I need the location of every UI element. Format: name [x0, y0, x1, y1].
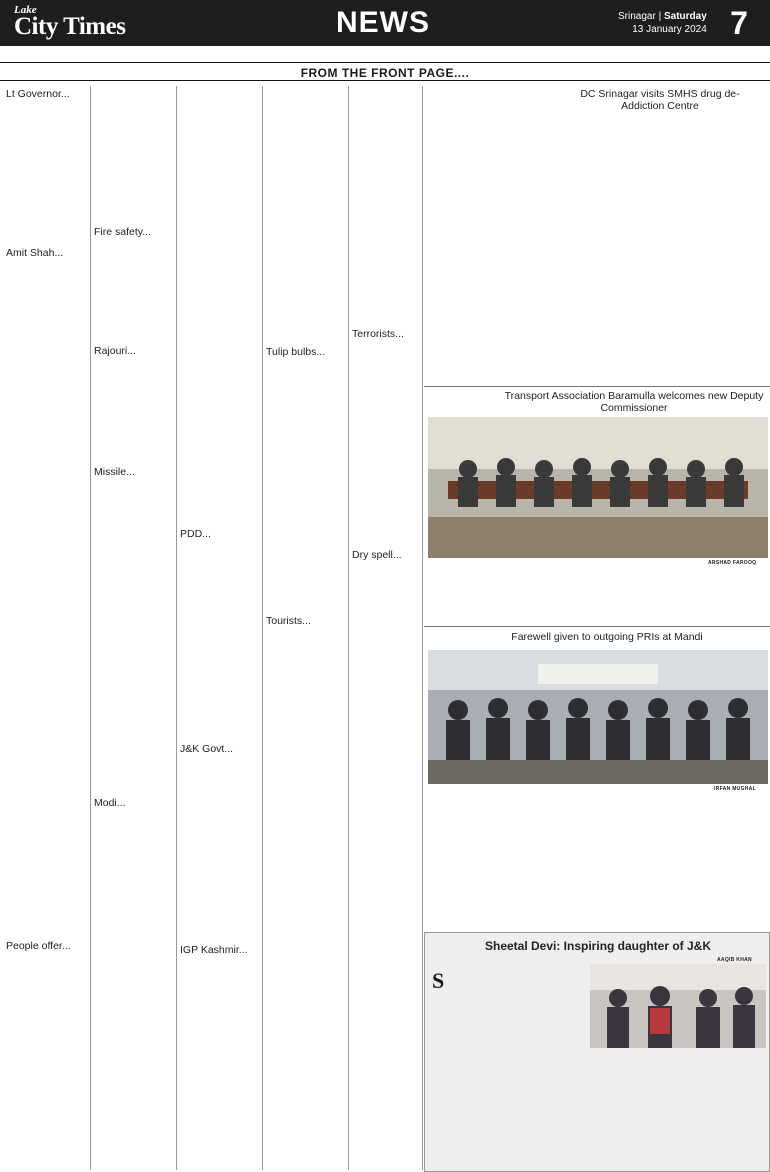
headline-missile: Missile...	[94, 466, 135, 478]
column-4	[266, 86, 344, 1170]
feature-title: Sheetal Devi: Inspiring daughter of J&K	[484, 939, 712, 953]
column-separator	[262, 86, 263, 1170]
body-text	[266, 630, 344, 1170]
logo	[10, 3, 150, 43]
baramulla-body	[428, 570, 764, 622]
logo-line1: Lake	[14, 4, 37, 16]
divider	[424, 626, 770, 627]
body-text	[428, 796, 764, 926]
column-3	[180, 86, 258, 1170]
body-text	[94, 812, 172, 1170]
date: 13 January 2024	[632, 24, 707, 35]
photo-credit-baramulla: ARSHAD FAROOQ	[708, 560, 757, 566]
headline-pdd: PDD...	[180, 528, 211, 540]
column-2	[94, 86, 172, 1170]
body-text	[266, 361, 344, 613]
body-text	[452, 970, 584, 1032]
section-title: NEWS	[336, 6, 430, 39]
headline-mandi: Farewell given to outgoing PRIs at Mandi	[511, 631, 703, 643]
body-text	[6, 103, 86, 245]
photo-baramulla	[428, 417, 768, 558]
column-separator	[348, 86, 349, 1170]
body-text	[180, 86, 258, 526]
body-text	[352, 343, 420, 547]
headline-fire-safety: Fire safety...	[94, 226, 151, 238]
headline-people-offer: People offer...	[6, 940, 71, 952]
headline-tourists: Tourists...	[266, 615, 311, 627]
body-text	[352, 564, 420, 924]
photo-mandi	[428, 650, 768, 784]
body-text	[432, 1052, 766, 1168]
divider	[0, 80, 770, 81]
body-text	[6, 955, 86, 1170]
headline-terrorists: Terrorists...	[352, 328, 404, 340]
body-text	[180, 543, 258, 741]
headline-lt-governor: Lt Governor...	[6, 88, 70, 100]
body-text	[180, 758, 258, 942]
headline-amit-shah: Amit Shah...	[6, 247, 64, 259]
column-separator	[176, 86, 177, 1170]
page-number: 7	[708, 0, 770, 46]
headline-smhs: DC Srinagar visits SMHS drug de-Addiction Centre	[580, 88, 740, 112]
body-text	[6, 262, 86, 938]
body-text	[428, 570, 764, 622]
headline-modi: Modi...	[94, 797, 126, 809]
body-text	[428, 116, 764, 382]
headline-igp-kashmir: IGP Kashmir...	[180, 944, 248, 956]
column-separator	[90, 86, 91, 1170]
feature-body-top	[452, 970, 584, 1032]
masthead	[0, 0, 770, 46]
feature-credit: AAQIB KHAN	[717, 957, 752, 963]
body-text	[94, 241, 172, 343]
body-text	[94, 86, 172, 224]
body-text	[180, 959, 258, 1170]
smhs-body	[428, 116, 764, 382]
column-1	[6, 86, 86, 1170]
headline-baramulla: Transport Association Baramulla welcomes new Deputy Commissioner	[504, 390, 764, 414]
headline-jk-govt: J&K Govt...	[180, 743, 234, 755]
column-separator	[422, 86, 423, 1170]
body-text	[352, 86, 420, 326]
body-text	[94, 481, 172, 795]
headline-tulip-bulbs: Tulip bulbs...	[266, 346, 326, 358]
day: Saturday	[663, 11, 707, 22]
logo-line2: City Times	[14, 13, 126, 40]
city: Srinagar	[618, 11, 656, 22]
headline-rajouri: Rajouri...	[94, 345, 137, 357]
from-front-banner: FROM THE FRONT PAGE....	[300, 66, 470, 80]
divider	[424, 386, 770, 387]
mandi-body	[428, 796, 764, 926]
photo-sheetal-devi-image	[590, 964, 766, 1048]
photo-sheetal-devi	[590, 964, 766, 1048]
body-text	[266, 86, 344, 344]
dropcap: S	[432, 968, 445, 993]
divider	[0, 62, 770, 63]
photo-mandi-image	[428, 650, 768, 784]
photo-baramulla-image	[428, 417, 768, 558]
body-text	[94, 360, 172, 464]
photo-credit-mandi: IRFAN MUGHAL	[714, 786, 756, 792]
column-5	[352, 86, 420, 926]
dateline: Srinagar | Saturday 13 January 2024	[618, 11, 707, 35]
headline-dry-spell: Dry spell...	[352, 549, 402, 561]
feature-body	[432, 1052, 766, 1168]
